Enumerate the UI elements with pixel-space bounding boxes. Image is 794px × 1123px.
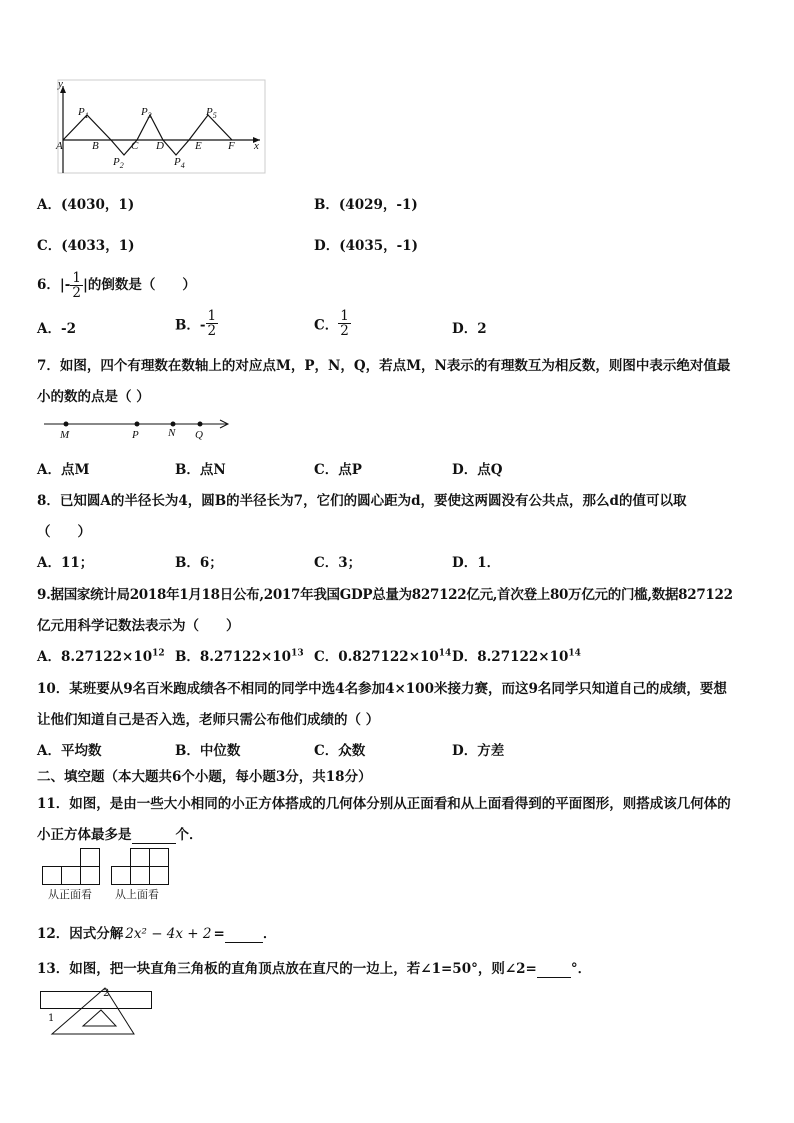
q8-option-b: B．6； [175,555,223,571]
q7-line2: 小的数的点是（ ） [37,389,150,405]
q9-option-a: A．$8.27122\times 10^{12}$ [37,648,165,665]
q10-line2: 让他们知道自己是否入选，老师只需公布他们成绩的（ ） [37,712,380,728]
point-m: M [60,429,70,441]
q8-option-d: D．1． [452,555,501,571]
q7-option-d: D．点Q [452,462,503,478]
q10-line1: 10．某班要从9名百米跑成绩各不相同的同学中选4名参加4×100米接力赛，而这9名同学只知道自己的成绩，要想 [37,681,727,697]
q9-option-b: B．$8.27122\times 10^{13}$ [175,648,304,665]
q11-answer-blank[interactable] [132,827,176,844]
q10-option-a: A．平均数 [37,743,102,759]
q10-option-c: C．众数 [314,743,366,759]
point-d: D [156,140,164,152]
q12-stem: 12．因式分解 2x² − 4x + 2 = ． [37,926,277,942]
q13-stem: 13．如图，把一块直角三角板的直角顶点放在直尺的一边上，若∠1=50°，则∠2= °． [37,961,592,977]
label-p1: $P_1$ [78,106,89,121]
q12-answer-blank[interactable] [225,926,263,943]
point-q: Q [195,429,203,441]
q8-option-c: C．3； [314,555,362,571]
q5-figure [40,78,270,178]
point-a: A [56,140,63,152]
q11-top-view [111,848,171,901]
q12-expression: 2x² − 4x + 2 [125,926,212,942]
q11-front-view [42,848,102,901]
q8-line2: （ ） [37,524,91,540]
q11-line1: 11．如图，是由一些大小相同的小正方体搭成的几何体分别从正面看和从上面看得到的平面图形，则搭成该几何体的 [37,796,731,812]
q10-option-b: B．中位数 [175,743,241,759]
q9-line1: 9.据国家统计局2018年1月18日公布,2017年我国GDP总量为827122亿元,首次登上80万亿元的门槛,数据827122 [37,587,733,603]
q11-line2: 小正方体最多是 个． [37,827,203,843]
q7-line1: 7．如图，四个有理数在数轴上的对应点M，P，N，Q，若点M，N表示的有理数互为相反数，则图中表示绝对值最 [37,358,731,374]
label-p3: $P_3$ [141,106,152,121]
q6-option-b: B．- $\frac{1}{2}$ [175,308,217,339]
zigzag-graph [40,78,270,178]
q6-fraction: $\frac{1}{2}$ [72,270,82,301]
q9-option-d: D．$8.27122\times 10^{14}$ [452,648,581,665]
q8-option-a: A．11； [37,555,94,571]
point-f: F [228,140,235,152]
q7-option-b: B．点N [175,462,226,478]
label-p4: $P_4$ [174,156,185,171]
q6-option-a: A．-2 [37,321,76,337]
q5-option-c: C．(4033，1) [37,238,135,254]
q7-number-line [40,414,240,444]
q8-line1: 8．已知圆A的半径长为4，圆B的半径长为7，它们的圆心距为d，要使这两圆没有公共点，那么d的值可以取 [37,493,687,509]
q5-option-d: D．(4035，-1) [314,238,419,254]
q10-option-d: D．方差 [452,743,505,759]
q7-option-c: C．点P [314,462,362,478]
point-p: P [132,429,139,441]
q5-option-a: A．(4030，1) [37,197,135,213]
label-p5: $P_5$ [206,106,217,121]
q5-option-b: B．(4029，-1) [314,197,418,213]
q7-option-a: A．点M [37,462,90,478]
q11-front-caption: 从正面看 [48,888,92,901]
q13-ruler-triangle-figure [38,986,158,1038]
q6-stem: 6．|- $\frac{1}{2}$ |的倒数是（ ） [37,270,196,301]
q9-line2: 亿元用科学记数法表示为（ ） [37,618,240,634]
section-heading-fill-blank: 二、填空题（本大题共6个小题，每小题3分，共18分） [37,769,372,785]
point-b: B [92,140,99,152]
q11-top-caption: 从上面看 [115,888,159,901]
angle-2-label: 2 [103,988,110,999]
label-p2: $P_2$ [113,156,124,171]
axis-y-label: y [58,78,63,90]
point-e: E [195,140,202,152]
axis-x-label: x [254,140,259,152]
angle-1-label: 1 [48,1013,55,1024]
q9-option-c: C．$0.827122\times 10^{14}$ [314,648,452,665]
point-c: C [131,140,139,152]
point-n: N [168,427,176,439]
q13-answer-blank[interactable] [537,961,571,978]
q6-option-c: C． $\frac{1}{2}$ [314,308,349,339]
q6-option-d: D．2 [452,321,487,337]
